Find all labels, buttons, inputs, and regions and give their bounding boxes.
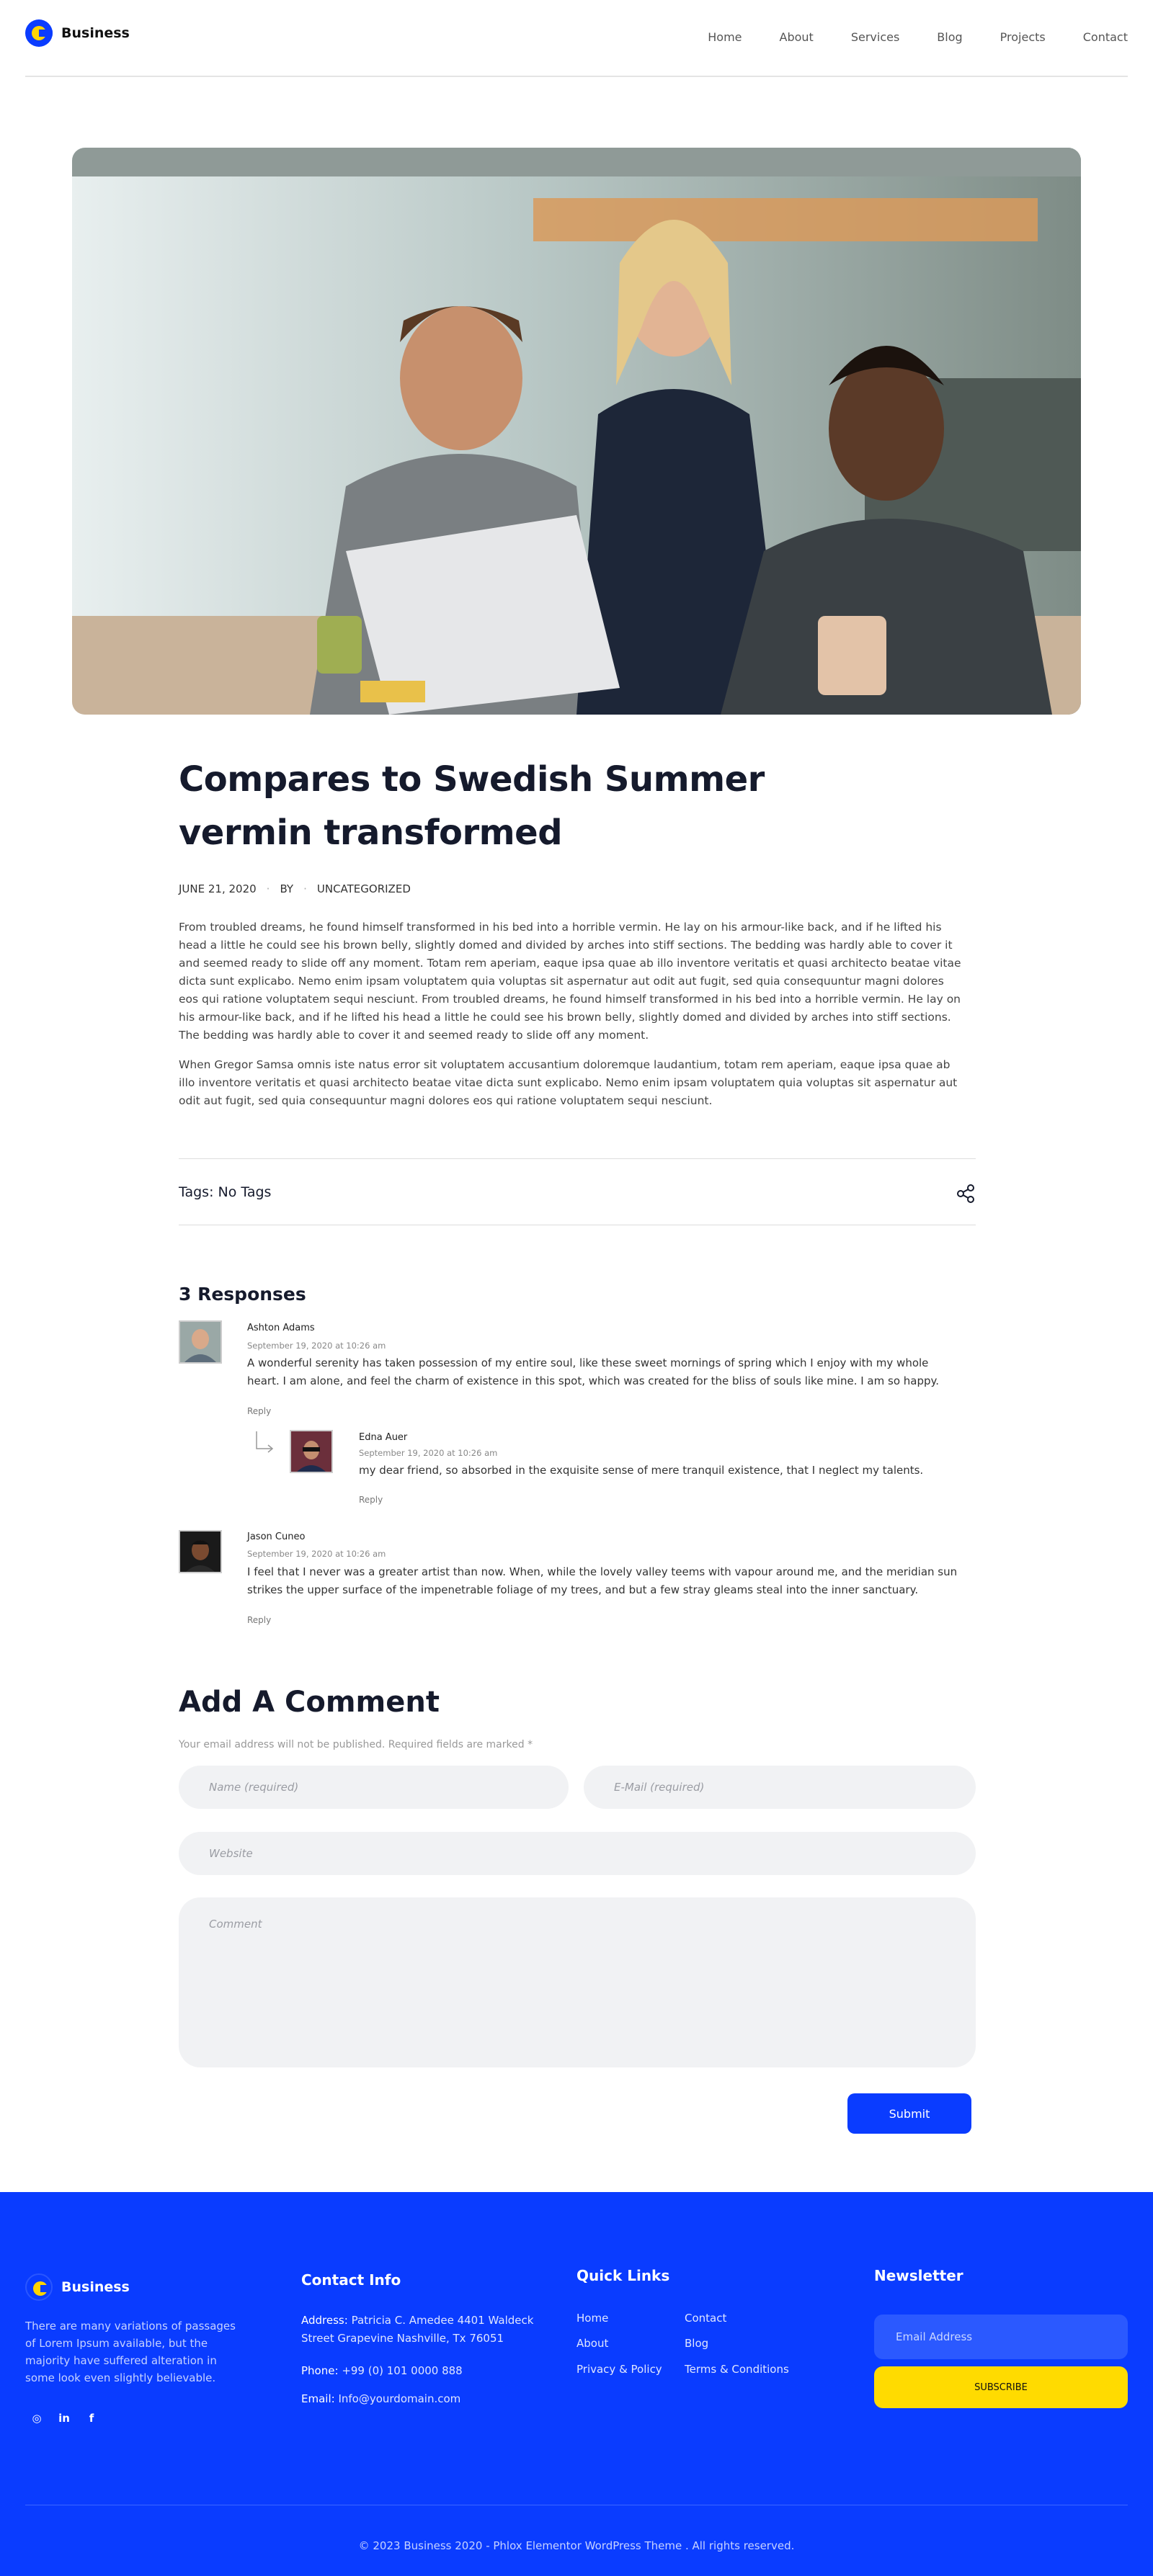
post-date[interactable]: JUNE 21, 2020: [179, 882, 257, 895]
form-notice: Your email address will not be published. Required fields are marked *: [179, 1739, 533, 1750]
post-tags: Tags: No Tags: [179, 1184, 272, 1200]
comment-textarea[interactable]: [179, 1897, 976, 2067]
phone-value[interactable]: +99 (0) 101 0000 888: [342, 2364, 463, 2377]
reply-link[interactable]: Reply: [359, 1495, 383, 1505]
footer-logo[interactable]: [25, 2273, 130, 2301]
nav-projects[interactable]: Projects: [1000, 30, 1046, 44]
post-meta: [179, 882, 411, 895]
reply-link[interactable]: Reply: [247, 1615, 272, 1625]
meta-separator: ·: [266, 882, 270, 895]
logo-text: Business: [61, 2279, 130, 2295]
email-value[interactable]: Info@yourdomain.com: [338, 2392, 461, 2405]
comment-date[interactable]: September 19, 2020 at 10:26 am: [247, 1549, 386, 1559]
avatar: [290, 1430, 333, 1473]
footer-about: There are many variations of passages of Lorem Ipsum available, but the majority have suffered alteration in some look even slightly believable.: [25, 2320, 236, 2384]
name-input[interactable]: [179, 1766, 569, 1809]
email-input[interactable]: [584, 1766, 976, 1809]
quick-links-title: Quick Links: [576, 2267, 670, 2284]
post-author[interactable]: BY: [280, 882, 294, 895]
submit-button[interactable]: Submit: [847, 2093, 971, 2134]
social-links: [30, 2412, 98, 2425]
add-comment-title: Add A Comment: [179, 1686, 440, 1719]
address-label: Address:: [301, 2314, 348, 2327]
post-category[interactable]: UNCATEGORIZED: [316, 882, 411, 895]
website-input[interactable]: [179, 1832, 976, 1875]
post-paragraph: When Gregor Samsa omnis iste natus error sit voluptatem accusantium doloremque laudantium, totam rem aperiam, eaque ipsa quae ab illo inventore veritatis et quasi architecto beatae vitae dicta sunt explicabo. Nemo enim ipsam voluptatem quia voluptas sit aspernatur aut odit aut fugit, sed quia consequuntur magni dolores eos qui ratione voluptatem sequi nesciunt.: [179, 1058, 958, 1107]
site-footer: [0, 2192, 1153, 2576]
footer-link-about[interactable]: About: [576, 2337, 609, 2350]
subscribe-button[interactable]: SUBSCRIBE: [874, 2366, 1128, 2408]
logo-icon: [25, 19, 53, 47]
comment-author: Edna Auer: [359, 1432, 408, 1443]
comment-text: A wonderful serenity has taken possession of my entire soul, like these sweet mornings of spring which I enjoy with my whole heart. I am alone, and feel the charm of existence in this spot, which was created for the bliss of souls like mine. I am so happy.: [247, 1356, 940, 1387]
post-title: Compares to Swedish Summer vermin transformed: [179, 759, 765, 853]
featured-image: [72, 148, 1081, 715]
nav-services[interactable]: Services: [850, 30, 900, 44]
comment-date[interactable]: September 19, 2020 at 10:26 am: [247, 1341, 386, 1351]
phone-label: Phone:: [301, 2364, 339, 2377]
newsletter-title: Newsletter: [874, 2267, 963, 2284]
nav-home[interactable]: Home: [708, 30, 742, 44]
tags-bar: [179, 1158, 976, 1225]
footer-address: [301, 2312, 546, 2348]
footer-link-home[interactable]: Home: [576, 2312, 609, 2325]
reply-arrow-icon: [254, 1430, 275, 1456]
comment-text: my dear friend, so absorbed in the exquisite sense of mere tranquil existence, that I neglect my talents.: [359, 1464, 924, 1477]
comment-text: I feel that I never was a greater artist than now. When, while the lovely valley teems with vapour around me, and the meridian sun strikes the upper surface of the impenetrable foliage of my trees, and but a few stray gleams steal into the inner sanctuary.: [247, 1565, 958, 1596]
logo-text: Business: [61, 25, 130, 41]
meta-separator: ·: [303, 882, 307, 895]
copyright: © 2023 Business 2020 - Phlox Elementor WordPress Theme . All rights reserved.: [358, 2539, 795, 2552]
main-nav: [670, 30, 1128, 44]
footer-email: [301, 2390, 460, 2408]
comment-date[interactable]: September 19, 2020 at 10:26 am: [359, 1448, 498, 1458]
avatar: [179, 1320, 222, 1364]
newsletter-email-input[interactable]: [874, 2315, 1128, 2359]
comment-author: Jason Cuneo: [247, 1531, 306, 1542]
share-icon[interactable]: [956, 1184, 976, 1204]
address-value: Patricia C. Amedee 4401 Waldeck Street Grapevine Nashville, Tx 76051: [301, 2314, 534, 2345]
footer-link-terms[interactable]: Terms & Conditions: [685, 2363, 789, 2376]
footer-phone: [301, 2362, 463, 2380]
nav-about[interactable]: About: [779, 30, 814, 44]
footer-link-privacy[interactable]: Privacy & Policy: [576, 2363, 662, 2376]
site-logo[interactable]: [25, 19, 130, 47]
logo-icon: [25, 2273, 53, 2301]
comment-author: Ashton Adams: [247, 1323, 315, 1333]
facebook-icon[interactable]: f: [89, 2412, 94, 2425]
responses-count: 3 Responses: [179, 1284, 306, 1305]
post-paragraph: From troubled dreams, he found himself transformed in his bed into a horrible vermin. He lay on his armour-like back, and if he lifted his head a little he could see his brown belly, slightly domed and divided by arches into stiff sections. The bedding was hardly able to cover it and seemed ready to slide off any moment. Totam rem aperiam, eaque ipsa quae ab illo inventore veritatis et quasi architecto beatae vitae dicta sunt explicabo. Nemo enim ipsam voluptatem quia voluptas sit aspernatur aut odit aut fugit, sed quia consequuntur magni dolores eos qui ratione voluptatem sequi nesciunt. From troubled dreams, he found himself transformed in his bed into a horrible vermin. He lay on his armour-like back, and if he lifted his head a little he could see his brown belly, slightly domed and divided by arches into stiff sections. The bedding was hardly able to cover it and seemed ready to slide off any moment.: [179, 921, 961, 1042]
footer-link-blog[interactable]: Blog: [685, 2337, 709, 2350]
email-label: Email:: [301, 2392, 335, 2405]
nav-blog[interactable]: Blog: [937, 30, 963, 44]
reply-link[interactable]: Reply: [247, 1406, 272, 1416]
instagram-icon[interactable]: ◎: [32, 2412, 42, 2425]
contact-title: Contact Info: [301, 2271, 401, 2289]
footer-link-contact[interactable]: Contact: [685, 2312, 727, 2325]
site-header: [25, 0, 1128, 77]
linkedin-icon[interactable]: in: [58, 2412, 70, 2425]
avatar: [179, 1530, 222, 1573]
nav-contact[interactable]: Contact: [1082, 30, 1128, 44]
